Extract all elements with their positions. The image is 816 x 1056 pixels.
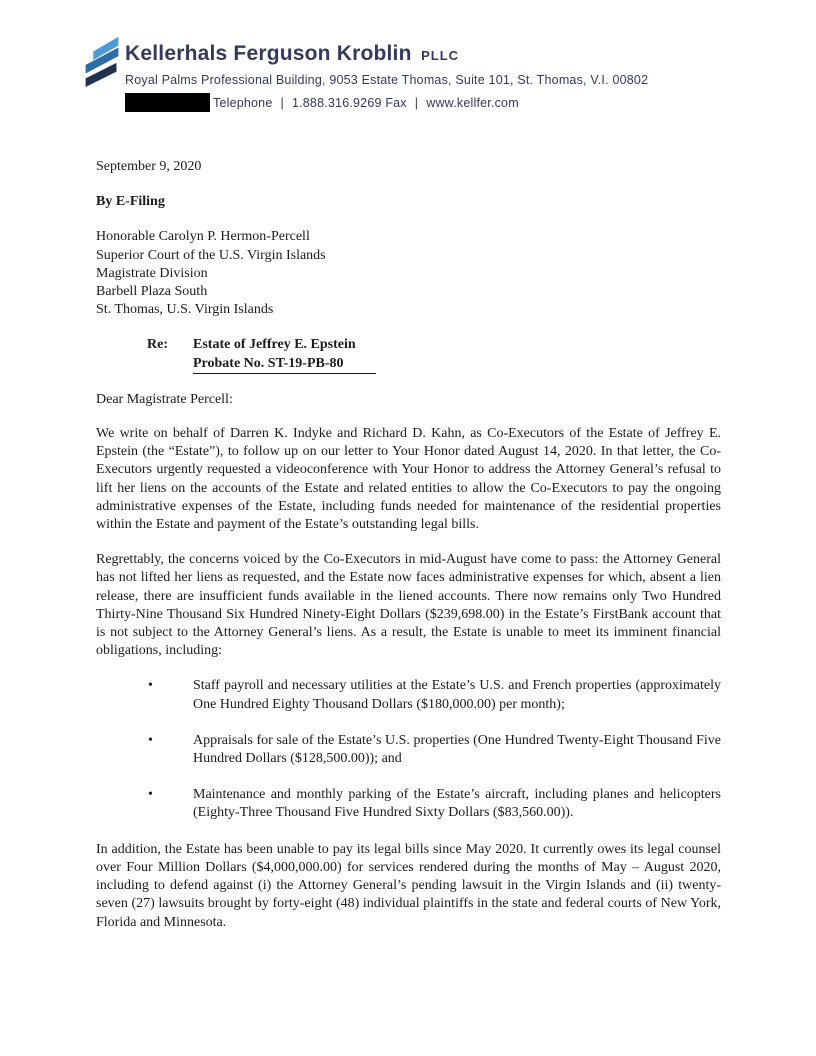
bullet-text: Staff payroll and necessary utilities at the Estate’s U.S. and French properties (approximately One Hundred Eighty Thousand Dollars ($180,000.00) per month); (193, 678, 721, 712)
body-paragraph: We write on behalf of Darren K. Indyke and Richard D. Kahn, as Co-Executors of the Estate of Jeffrey E. Epstein (the “Estate”), to follow up on our letter to Your Honor dated August 14, 2020. In that letter, the Co-Executors urgently requested a videoconference with Your Honor to address the Attorney General’s refusal to lift her liens on the accounts of the Estate and related entities to allow the Co-Executors to pay the ongoing administrative expenses of the Estate, including funds needed for maintenance of the residential properties within the Estate and payment of the Estate’s outstanding legal bills. (96, 426, 721, 533)
recipient-line: Superior Court of the U.S. Virgin Islands (96, 247, 326, 263)
bullet-item (96, 677, 721, 713)
bullet-item (96, 732, 721, 768)
separator-bar: | (414, 95, 419, 110)
bullet-marker: • (148, 732, 153, 748)
recipient-line: Barbell Plaza South (96, 284, 208, 300)
letterhead (0, 0, 816, 112)
recipient-line: Magistrate Division (96, 265, 208, 281)
re-subject: Estate of Jeffrey E. Epstein (193, 337, 356, 353)
re-subject-row (96, 336, 721, 354)
telephone-label: Telephone (213, 95, 273, 110)
bullet-marker: • (148, 787, 153, 803)
firm-suffix: PLLC (421, 48, 460, 63)
bullet-item (96, 786, 721, 822)
firm-logo-icon (82, 33, 122, 87)
firm-name-line (125, 41, 648, 69)
recipient-address-block (96, 228, 721, 319)
letterhead-row (82, 33, 816, 112)
letter-date: September 9, 2020 (96, 159, 202, 174)
re-case-number-row (96, 355, 721, 374)
firm-contact-line (125, 93, 648, 112)
obligations-bullet-list (96, 677, 721, 822)
body-paragraph: In addition, the Estate has been unable to pay its legal bills since May 2020. It currently owes its legal counsel over Four Million Dollars ($4,000,000.00) for services rendered during the months of May – August 2020, including to defend against (i) the Attorney General’s pending lawsuit in the Virgin Islands and (ii) twenty-seven (27) lawsuits brought by forty-eight (48) individual plaintiffs in the state and federal courts of New York, Florida and Minnesota. (96, 841, 721, 930)
redacted-phone-box (125, 93, 210, 112)
website-url: www.kellfer.com (426, 95, 519, 110)
firm-address: Royal Palms Professional Building, 9053 Estate Thomas, Suite 101, St. Thomas, V.I. 00802 (125, 73, 649, 87)
bullet-text: Maintenance and monthly parking of the Estate’s aircraft, including planes and helicopters (Eighty-Three Thousand Five Hundred Sixty Dollars ($83,560.00)). (193, 787, 721, 821)
re-label: Re: (147, 337, 168, 353)
body-paragraph: Regrettably, the concerns voiced by the Co-Executors in mid-August have come to pass: the Attorney General has not lifted her liens as requested, and the Estate now faces administrative expenses for which, absent a lien release, there are insufficient funds available in the liened accounts. There now remains only Two Hundred Thirty-Nine Thousand Six Hundred Ninety-Eight Dollars ($239,698.00) in the Estate’s FirstBank account that is not subject to the Attorney General’s liens. As a result, the Estate is unable to meet its imminent financial obligations, including: (96, 552, 721, 659)
letter-body (96, 158, 721, 932)
firm-name: Kellerhals Ferguson Kroblin (125, 42, 412, 65)
delivery-method: By E-Filing (96, 194, 165, 210)
recipient-line: St. Thomas, U.S. Virgin Islands (96, 302, 274, 318)
salutation: Dear Magistrate Percell: (96, 391, 233, 407)
re-label-spacer (147, 355, 193, 374)
fax-number: 1.888.316.9269 Fax (291, 95, 407, 110)
bullet-text: Appraisals for sale of the Estate’s U.S. properties (One Hundred Twenty-Eight Thousand Five Hundred Dollars ($128,500.00)); and (193, 732, 721, 767)
bullet-marker: • (148, 678, 153, 694)
recipient-line: Honorable Carolyn P. Hermon-Percell (96, 229, 310, 245)
separator-bar: | (280, 95, 284, 110)
re-block (96, 336, 721, 373)
re-case-number: Probate No. ST-19-PB-80 (193, 355, 376, 374)
letterhead-text (125, 33, 648, 112)
